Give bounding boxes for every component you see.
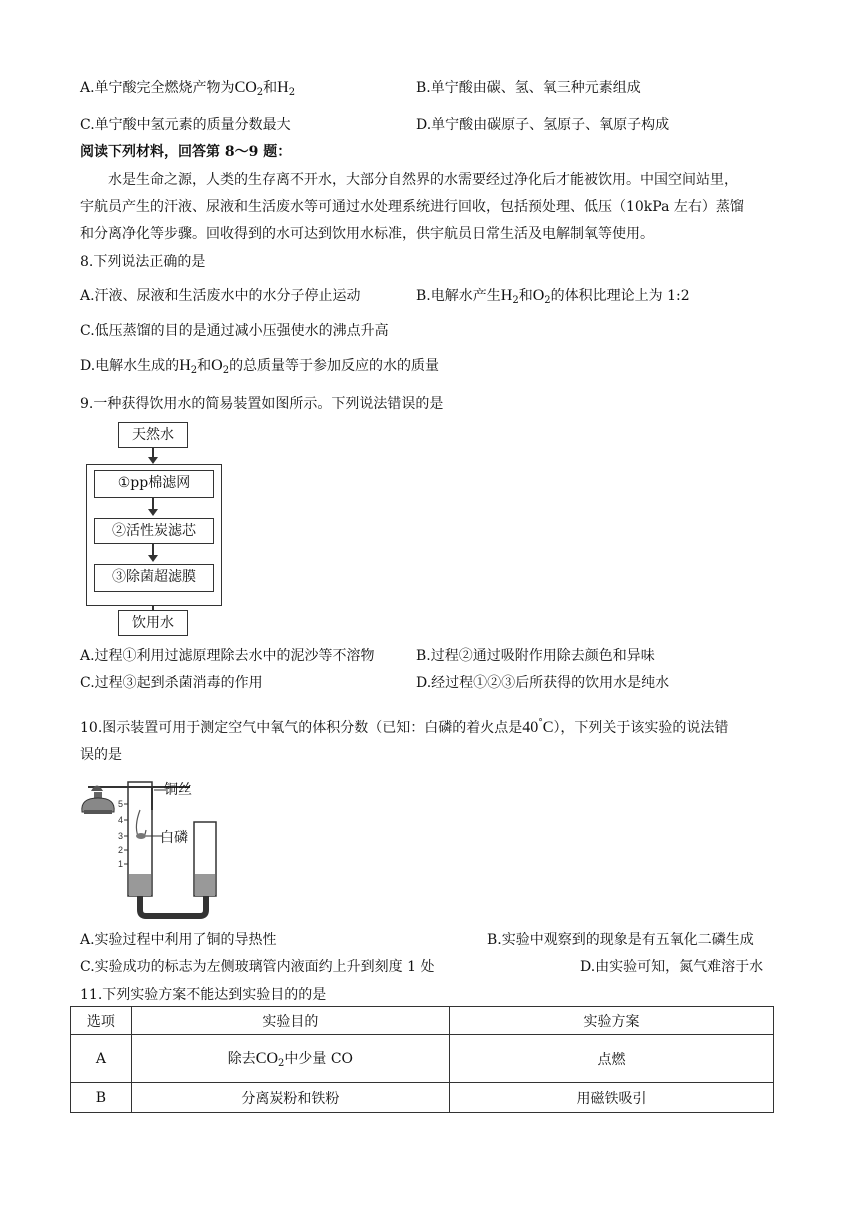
q11-stem: 11.下列实验方案不能达到实验目的的是 xyxy=(80,987,327,1003)
q10-option-d: D.由实验可知，氮气难溶于水 xyxy=(580,959,764,975)
table-header: 选项 xyxy=(71,1007,132,1035)
q10-stem-line-1: 10.图示装置可用于测定空气中氧气的体积分数（已知：白磷的着火点是40°C），下列关于该实验的说法错 xyxy=(80,718,729,736)
flow-arrow-down-icon xyxy=(152,498,154,514)
reading-paragraph-line-2: 宇航员产生的汗液、尿液和生活废水等可通过水处理系统进行回收，包括预处理、低压（10kPa 左右）蒸馏 xyxy=(80,199,744,215)
q10-option-c: C.实验成功的标志为左侧玻璃管内液面约上升到刻度 1 处 xyxy=(80,959,435,975)
table-header: 实验目的 xyxy=(131,1007,449,1035)
q7-option-b: B.单宁酸由碳、氢、氧三种元素组成 xyxy=(416,80,641,96)
q8-option-d: D.电解水生成的$H_2$和$O_2$的总质量等于参加反应的水的质量 xyxy=(80,357,440,376)
scale-label: 2 xyxy=(118,845,124,855)
flow-arrow-down-icon xyxy=(152,544,154,560)
table-cell-goal: 分离炭粉和铁粉 xyxy=(131,1083,449,1113)
q9-stem: 9.一种获得饮用水的简易装置如图所示。下列说法错误的是 xyxy=(80,396,444,412)
q10-stem-line-2: 误的是 xyxy=(80,747,122,763)
table-cell-option: A xyxy=(71,1035,132,1083)
q8-option-b: B.电解水产生$H_2$和$O_2$的体积比理论上为 1:2 xyxy=(416,287,690,306)
q9-option-d: D.经过程①②③后所获得的饮用水是纯水 xyxy=(416,675,670,691)
scale-label: 3 xyxy=(118,831,124,841)
flow-step-ultrafiltration: ③除菌超滤膜 xyxy=(94,564,214,592)
q7-option-d: D.单宁酸由碳原子、氢原子、氧原子构成 xyxy=(416,117,670,133)
q7-option-c: C.单宁酸中氢元素的质量分数最大 xyxy=(80,117,291,133)
table-header-row xyxy=(71,1007,774,1035)
q7-option-a: A.单宁酸完全燃烧产物为$CO_2$和$H_2$ xyxy=(80,79,296,98)
table-cell-plan: 点燃 xyxy=(449,1035,773,1083)
q9-option-a: A.过程①利用过滤原理除去水中的泥沙等不溶物 xyxy=(80,648,375,664)
flow-step-pp-filter: ①pp棉滤网 xyxy=(94,470,214,498)
table-row xyxy=(71,1083,774,1113)
flow-step-natural-water: 天然水 xyxy=(118,422,188,448)
q10-option-b: B.实验中观察到的现象是有五氧化二磷生成 xyxy=(487,932,754,948)
reading-paragraph-line-3: 和分离净化等步骤。回收得到的水可达到饮用水标准，供宇航员日常生活及电解制氧等使用。 xyxy=(80,226,654,242)
flow-step-activated-carbon: ②活性炭滤芯 xyxy=(94,518,214,544)
q8-option-a: A.汗液、尿液和生活废水中的水分子停止运动 xyxy=(80,288,361,304)
scale-label: 4 xyxy=(118,815,124,825)
table-header: 实验方案 xyxy=(449,1007,773,1035)
scale-label: 1 xyxy=(118,859,124,869)
q9-option-c: C.过程③起到杀菌消毒的作用 xyxy=(80,675,263,691)
label-white-phosphorus: 白磷 xyxy=(160,830,188,846)
q8-option-c: C.低压蒸馏的目的是通过减小压强使水的沸点升高 xyxy=(80,323,389,339)
q11-table xyxy=(70,1006,774,1113)
scale-label: 5 xyxy=(118,799,124,809)
reading-paragraph-line-1: 水是生命之源，人类的生存离不开水，大部分自然界的水需要经过净化后才能被饮用。中国空间站里， xyxy=(108,172,738,188)
q10-option-a: A.实验过程中利用了铜的导热性 xyxy=(80,932,277,948)
table-cell-plan: 用磁铁吸引 xyxy=(449,1083,773,1113)
table-row xyxy=(71,1035,774,1083)
reading-heading: 阅读下列材料，回答第 8～9 题： xyxy=(80,144,292,160)
q9-option-b: B.过程②通过吸附作用除去颜色和异味 xyxy=(416,648,655,664)
table-cell-goal: 除去$CO_2$中少量 CO xyxy=(131,1035,449,1083)
flow-step-drinking-water: 饮用水 xyxy=(118,610,188,636)
q8-stem: 8.下列说法正确的是 xyxy=(80,254,206,270)
table-cell-option: B xyxy=(71,1083,132,1113)
label-copper-wire: 铜丝 xyxy=(164,782,192,798)
water-purification-flowchart xyxy=(80,422,230,640)
rubber-tube xyxy=(140,896,206,916)
flow-arrow-down-icon xyxy=(152,448,154,462)
oxygen-measurement-apparatus xyxy=(78,770,228,926)
